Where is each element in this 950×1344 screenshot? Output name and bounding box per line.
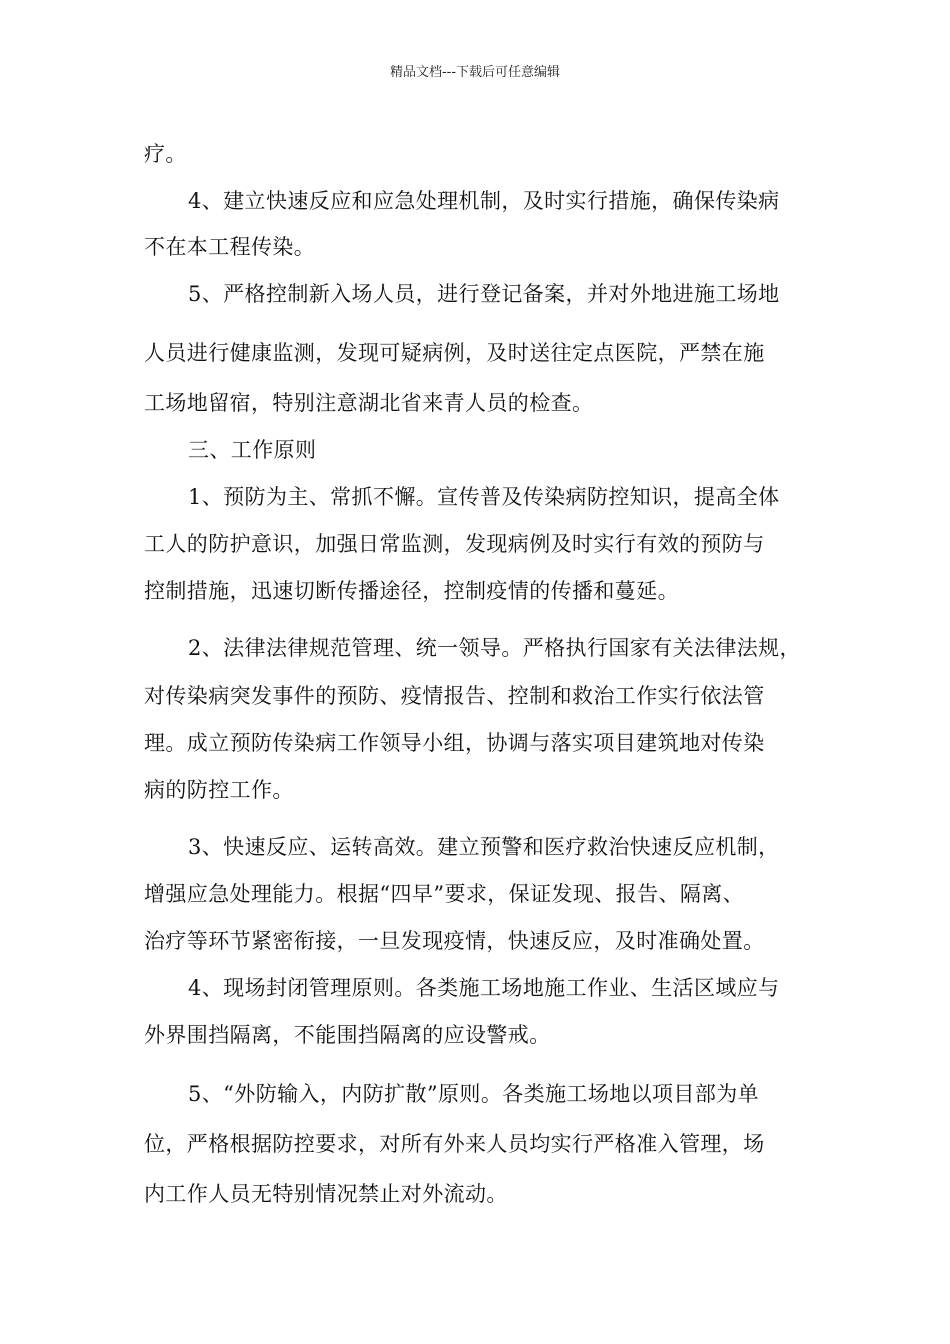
text-line: 不在本工程传染。 (144, 235, 316, 259)
text-line: 疗。 (144, 142, 187, 166)
text-line: 病的防控工作。 (144, 778, 294, 802)
text-line: 控制措施，迅速切断传播途径，控制疫情的传播和蔓延。 (144, 579, 679, 603)
text-line: 对传染病突发事件的预防、疫情报告、控制和救治工作实行依法管 (144, 684, 765, 708)
text-line: 理。成立预防传染病工作领导小组，协调与落实项目建筑地对传染 (144, 731, 765, 755)
page-header: 精品文档---下载后可任意编辑 (389, 65, 561, 80)
text-line: 人员进行健康监测，发现可疑病例，及时送往定点医院，严禁在施 (144, 341, 765, 365)
text-line: 外界围挡隔离，不能围挡隔离的应设警戒。 (144, 1023, 551, 1047)
text-line: 内工作人员无特别情况禁止对外流动。 (144, 1182, 508, 1206)
text-line: 3、快速反应、运转高效。建立预警和医疗救治快速反应机制， (188, 835, 780, 859)
text-line: 工场地留宿，特别注意湖北省来青人员的检查。 (144, 391, 594, 415)
text-line: 5、严格控制新入场人员，进行登记备案，并对外地进施工场地 (188, 282, 780, 306)
text-line: 2、法律法律规范管理、统一领导。严格执行国家有关法律法规， (188, 636, 801, 660)
text-line: 1、预防为主、常抓不懈。宣传普及传染病防控知识，提高全体 (188, 485, 780, 509)
text-line: 增强应急处理能力。根据“四早”要求，保证发现、报告、隔离、 (144, 882, 745, 906)
section-heading: 三、工作原则 (188, 438, 317, 462)
text-line: 5、“外防输入，内防扩散”原则。各类施工场地以项目部为单 (188, 1082, 760, 1106)
text-line: 治疗等环节紧密衔接，一旦发现疫情，快速反应，及时准确处置。 (144, 929, 765, 953)
text-line: 4、现场封闭管理原则。各类施工场地施工作业、生活区域应与 (188, 976, 780, 1000)
text-line: 4、建立快速反应和应急处理机制，及时实行措施，确保传染病 (188, 189, 780, 213)
text-line: 工人的防护意识，加强日常监测，发现病例及时实行有效的预防与 (144, 532, 765, 556)
text-line: 位，严格根据防控要求，对所有外来人员均实行严格准入管理，场 (144, 1132, 765, 1156)
